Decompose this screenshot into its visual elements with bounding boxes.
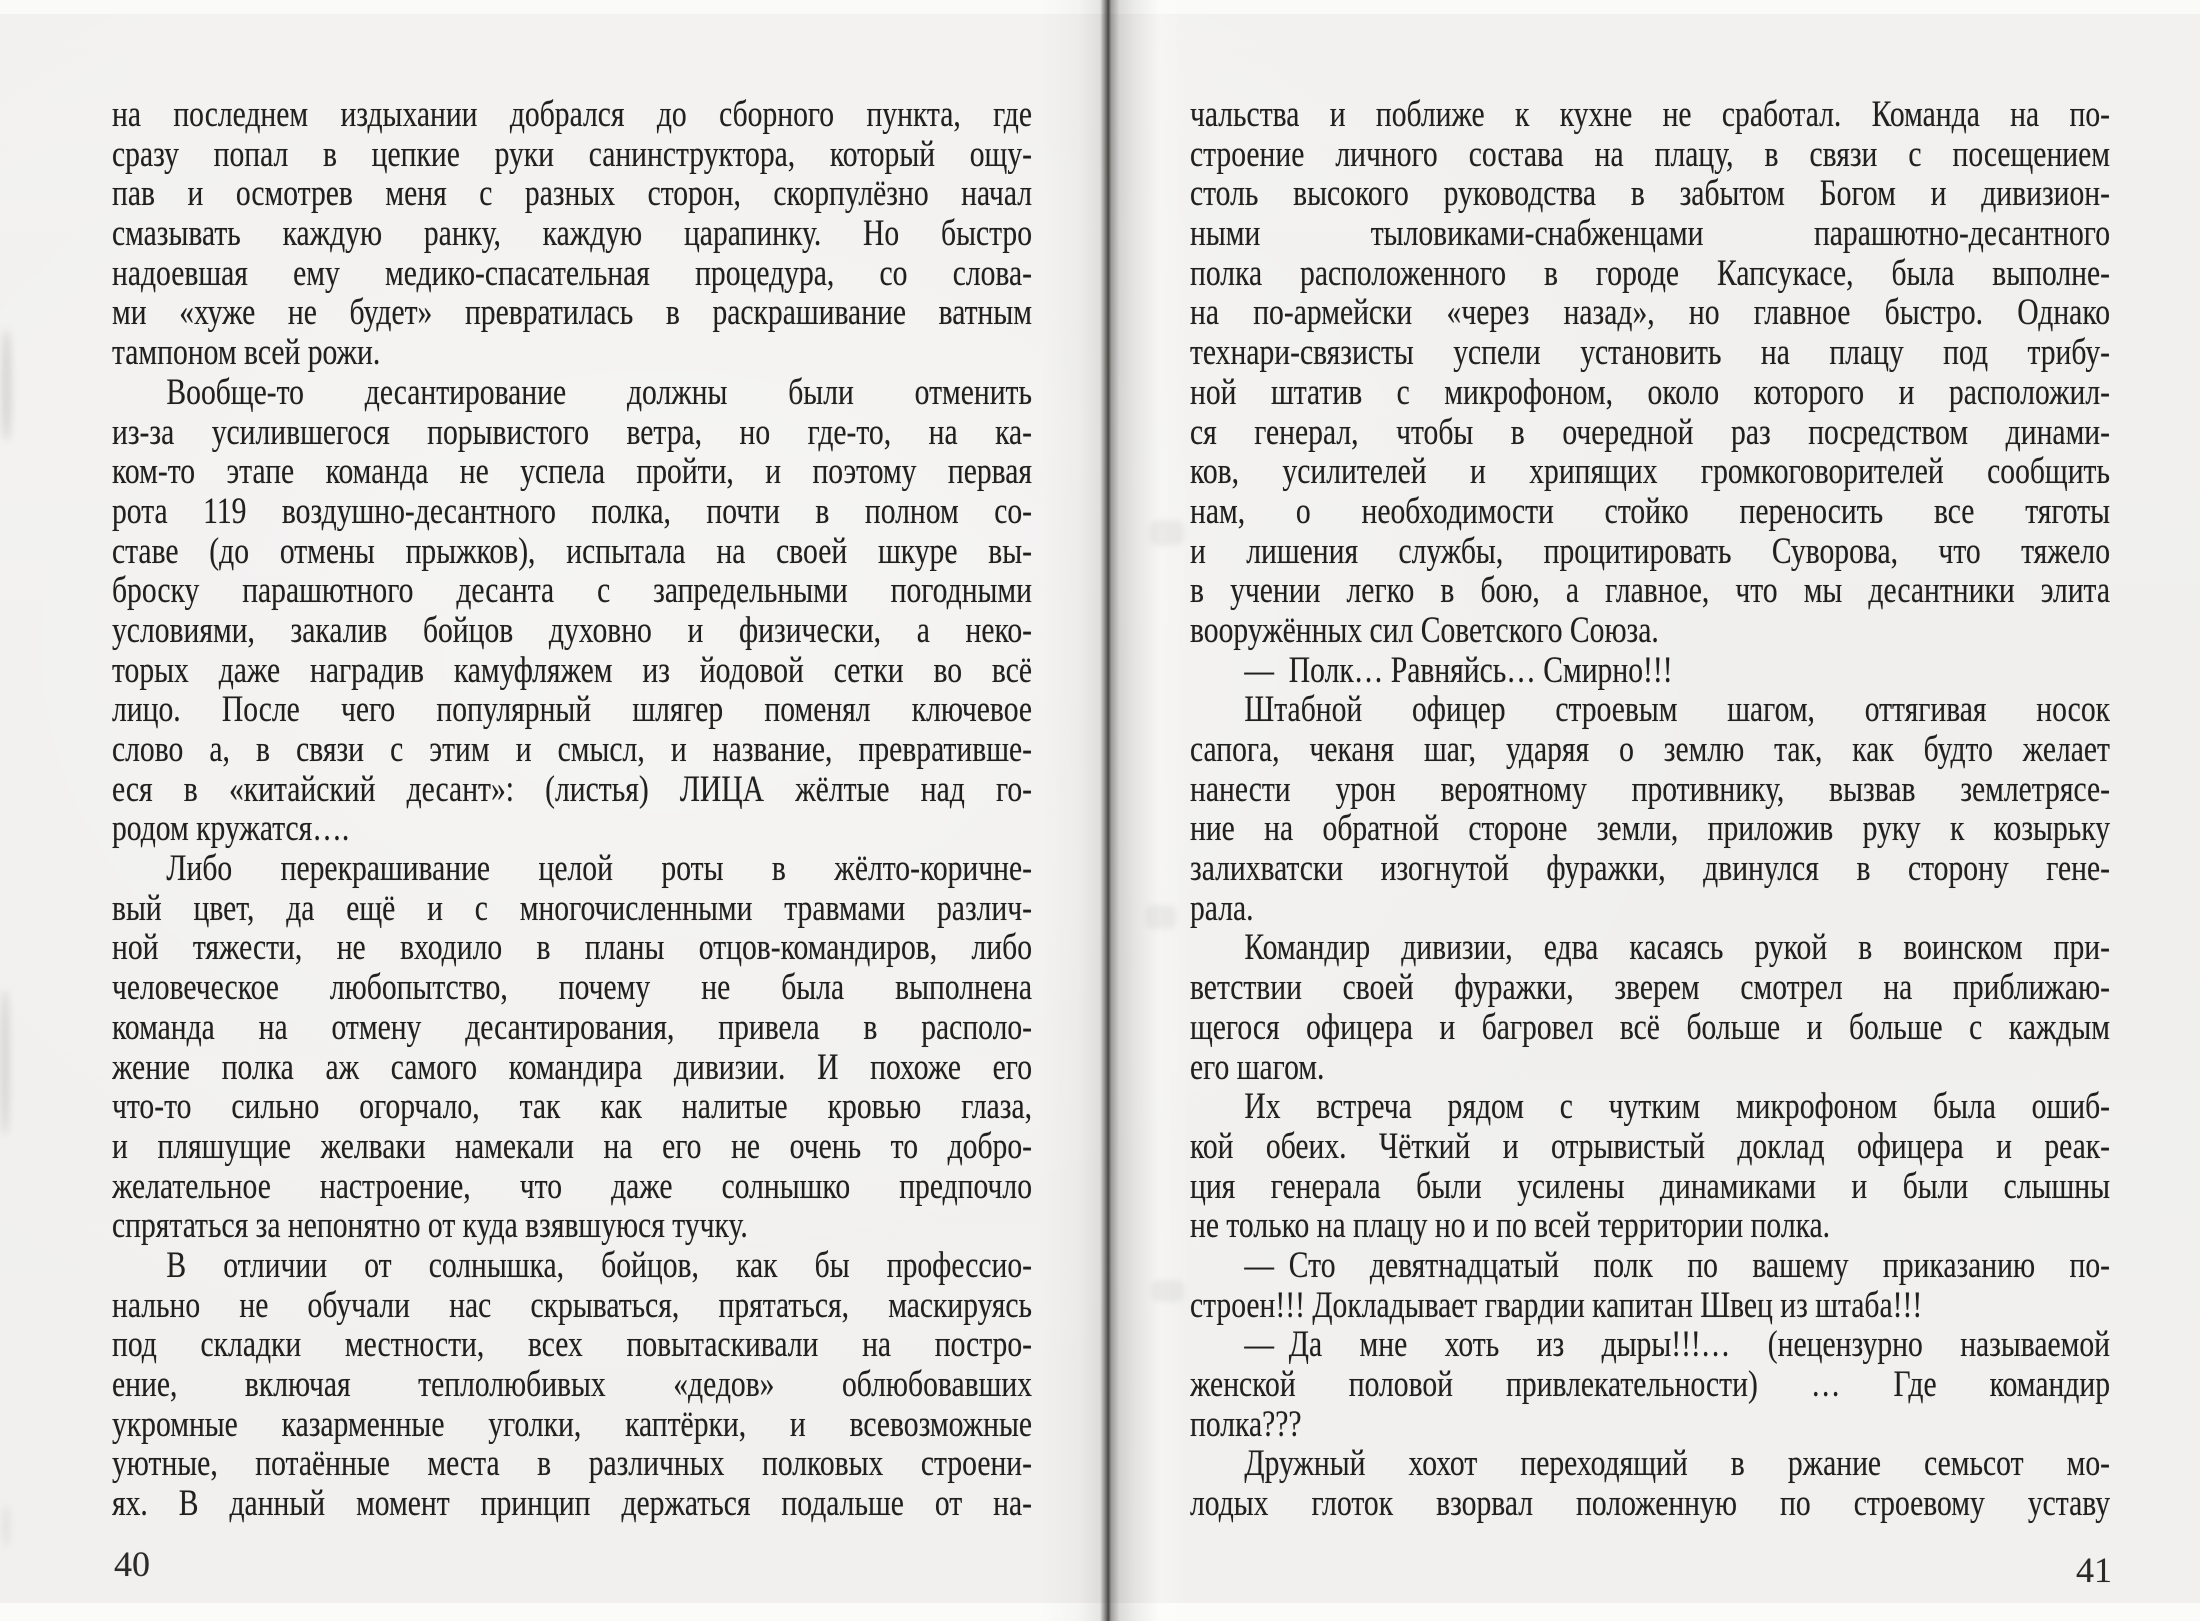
- text-line: сапога, чеканя шаг, ударяя о землю так, как будто желает: [1190, 730, 2110, 770]
- text-line: что-то сильно огорчало, так как налитые кровью глаза,: [112, 1087, 1032, 1127]
- text-line: и лишения службы, процитировать Суворова, что тяжело: [1190, 531, 2110, 572]
- text-line: технари-связисты успели установить на плацу под трибу-: [1190, 333, 2110, 373]
- text-line: рота 119 воздушно-десантного полка, почти в полном со-: [112, 491, 1032, 532]
- text-line: тампоном всей рожи.: [112, 333, 381, 373]
- text-line: нам, о необходимости стойко переносить все тяготы: [1190, 491, 2110, 532]
- text-line: кой обеих. Чёткий и отрывистый доклад офицера и реак-: [1190, 1126, 2110, 1167]
- text-line: ях. В данный момент принцип держаться подальше от на-: [112, 1484, 1032, 1524]
- text-line: спрятаться за непонятно от куда взявшуюся тучку.: [112, 1206, 748, 1246]
- text-line: строение личного состава на плацу, в связи с посещением: [1190, 134, 2110, 175]
- text-line: ние на обратной стороне земли, приложив руку к козырьку: [1190, 809, 2110, 850]
- text-line: еся в «китайский десант»: (листья) ЛИЦА жёлтые над го-: [112, 769, 1032, 810]
- text-line: полка расположенного в городе Капсукасе, была выполне-: [1190, 253, 2110, 294]
- page-number-left: 40: [114, 1544, 150, 1584]
- text-line: вооружённых сил Советского Союза.: [1190, 610, 1659, 651]
- text-line: Либо перекрашивание целой роты в жёлто-коричне-: [166, 849, 1032, 889]
- text-line: Командир дивизии, едва касаясь рукой в воинском при-: [1244, 928, 2110, 969]
- text-line: лицо. После чего популярный шлягер поменял ключевое: [112, 690, 1032, 730]
- text-line: ставе (до отмены прыжков), испытала на своей шкуре вы-: [112, 531, 1032, 572]
- scan-artifact: [3, 1505, 9, 1547]
- text-line: ной штатив с микрофоном, около которого и расположил-: [1190, 372, 2110, 413]
- bleed-through-artifact: [1146, 905, 1176, 929]
- text-line: Штабной офицер строевым шагом, оттягивая носок: [1244, 690, 2110, 730]
- text-line: Вообще-то десантирование должны были отменить: [166, 372, 1032, 413]
- text-line: на последнем издыхании добрался до сборного пункта, где: [112, 95, 1032, 135]
- text-line: ветствии своей фуражки, зверем смотрел на приближаю-: [1190, 968, 2110, 1008]
- text-line: нально не обучали нас скрываться, прятаться, маскируясь: [112, 1285, 1032, 1326]
- text-line: броску парашютного десанта с запредельными погодными: [112, 571, 1032, 611]
- text-line: ми «хуже не будет» превратилась в раскрашивание ватным: [112, 293, 1032, 334]
- text-line: жение полка аж самого командира дивизии. И похоже его: [112, 1047, 1032, 1088]
- page-number-right: 41: [2076, 1550, 2112, 1590]
- text-line: из-за усилившегося порывистого ветра, но где-то, на ка-: [112, 412, 1032, 453]
- page-41-text-block: [1190, 95, 2110, 1524]
- text-line: под складки местности, всех повытаскивали на постро-: [112, 1325, 1032, 1365]
- text-line: — Полк… Равняйсь… Смирно!!!: [1244, 650, 1673, 691]
- text-line: залихватски изогнутой фуражки, двинулся в сторону гене-: [1190, 849, 2110, 889]
- text-line: полка???: [1190, 1404, 1302, 1445]
- text-line: щегося офицера и багровел всё больше и больше с каждым: [1190, 1007, 2110, 1048]
- text-line: чальства и поближе к кухне не сработал. Команда на по-: [1190, 95, 2110, 135]
- text-line: — Да мне хоть из дыры!!!… (нецензурно называемой: [1244, 1325, 2110, 1365]
- text-line: В отличии от солнышка, бойцов, как бы профессио-: [166, 1245, 1032, 1286]
- text-line: ными тыловиками-снабженцами парашютно-десантного: [1190, 214, 2110, 254]
- text-line: столь высокого руководства в забытом Богом и дивизион-: [1190, 174, 2110, 215]
- text-line: смазывать каждую ранку, каждую царапинку. Но быстро: [112, 214, 1032, 254]
- text-line: ение, включая теплолюбивых «дедов» облюбовавших: [112, 1365, 1032, 1405]
- text-line: укромные казарменные уголки, каптёрки, и всевозможные: [112, 1404, 1032, 1445]
- bleed-through-artifact: [1152, 1280, 1184, 1302]
- text-line: команда на отмену десантирования, привела в располо-: [112, 1007, 1032, 1048]
- text-line: не только на плацу но и по всей территории полка.: [1190, 1206, 1831, 1246]
- text-line: — Сто девятнадцатый полк по вашему приказанию по-: [1244, 1245, 2110, 1286]
- text-line: женской половой привлекательности) … Где командир: [1190, 1365, 2110, 1405]
- scan-artifact: [1, 990, 9, 1135]
- text-line: строен!!! Докладывает гвардии капитан Швец из штаба!!!: [1190, 1285, 1923, 1326]
- text-line: нанести урон вероятному противнику, вызвав землетрясе-: [1190, 769, 2110, 810]
- text-line: ков, усилителей и хрипящих громкоговорителей сообщить: [1190, 452, 2110, 492]
- book-spine-gutter: [1040, 0, 1190, 1621]
- text-line: его шагом.: [1190, 1047, 1325, 1088]
- text-line: вый цвет, да ещё и с многочисленными травмами различ-: [112, 888, 1032, 929]
- text-line: Дружный хохот переходящий в ржание семьсот мо-: [1244, 1444, 2110, 1485]
- text-line: ция генерала были усилены динамиками и были слышны: [1190, 1166, 2110, 1207]
- text-line: ся генерал, чтобы в очередной раз посредством динами-: [1190, 412, 2110, 453]
- text-line: слово а, в связи с этим и смысл, и название, превративше-: [112, 730, 1032, 770]
- text-line: рала.: [1190, 888, 1254, 929]
- bleed-through-artifact: [1150, 520, 1184, 546]
- text-line: надоевшая ему медико-спасательная процедура, со слова-: [112, 253, 1032, 294]
- text-line: желательное настроение, что даже солнышко предпочло: [112, 1166, 1032, 1207]
- text-line: уютные, потаённые места в различных полковых строени-: [112, 1444, 1032, 1485]
- text-line: ной тяжести, не входило в планы отцов-командиров, либо: [112, 928, 1032, 969]
- text-line: сразу попал в цепкие руки санинструктора, который ощу-: [112, 134, 1032, 175]
- text-line: человеческое любопытство, почему не была выполнена: [112, 968, 1032, 1008]
- text-line: Их встреча рядом с чутким микрофоном была ошиб-: [1244, 1087, 2110, 1127]
- text-line: в учении легко в бою, а главное, что мы десантники элита: [1190, 571, 2110, 611]
- scan-artifact: [2, 330, 11, 440]
- text-line: на по-армейски «через назад», но главное быстро. Однако: [1190, 293, 2110, 334]
- text-line: лодых глоток взорвал положенную по строевому уставу: [1190, 1484, 2110, 1524]
- text-line: ком-то этапе команда не успела пройти, и поэтому первая: [112, 452, 1032, 492]
- text-line: пав и осмотрев меня с разных сторон, скорпулёзно начал: [112, 174, 1032, 215]
- text-line: торых даже наградив камуфляжем из йодовой сетки во всё: [112, 650, 1032, 691]
- text-line: и пляшущие желваки намекали на его не очень то добро-: [112, 1126, 1032, 1167]
- text-line: условиями, закалив бойцов духовно и физически, а неко-: [112, 610, 1032, 651]
- text-line: родом кружатся….: [112, 809, 350, 850]
- page-40-text-block: [112, 95, 1032, 1524]
